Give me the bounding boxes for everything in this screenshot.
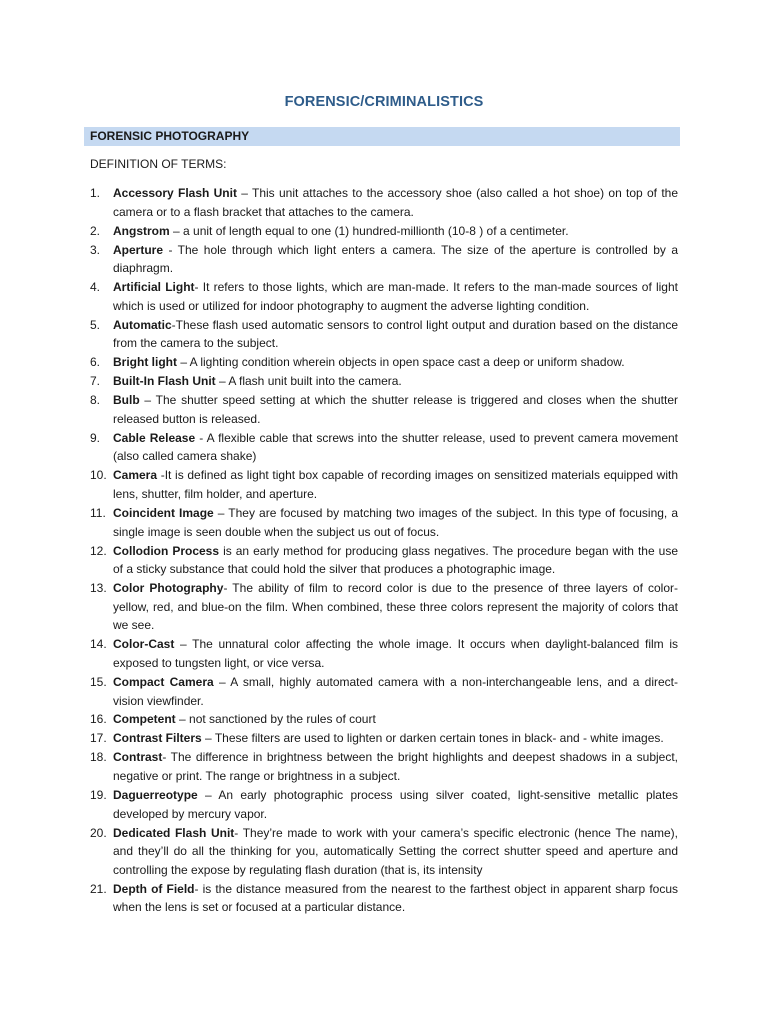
term-name: Aperture (113, 242, 164, 257)
term-item (84, 579, 678, 635)
term-item (84, 372, 678, 391)
term-number: 9. (90, 430, 101, 445)
term-name: Dedicated Flash Unit (113, 825, 235, 840)
term-number: 20. (90, 825, 107, 840)
term-item (84, 316, 678, 353)
section-heading: FORENSIC PHOTOGRAPHY (90, 129, 250, 143)
term-item (84, 880, 678, 917)
term-name: Cable Release (113, 430, 196, 445)
term-number: 6. (90, 355, 101, 370)
term-number: 5. (90, 317, 101, 332)
term-number: 12. (90, 543, 107, 558)
term-definition: – A small, highly automated camera with a non-interchangeable lens, and a direct-vision viewfinder. (113, 674, 679, 708)
term-number: 15. (90, 674, 107, 689)
term-item (84, 729, 678, 748)
term-item (84, 542, 678, 579)
term-name: Built-In Flash Unit (113, 374, 216, 389)
term-name: Accessory Flash Unit (113, 186, 237, 200)
term-number: 3. (90, 242, 101, 257)
term-definition: – a unit of length equal to one (1) hundred-millionth (10-8 ) of a centimeter. (169, 223, 569, 238)
term-definition: - The ability of film to record color is due to the presence of three layers of color-yellow, red, and blue-on the film. When combined, these three colors represent the majority of colors that we see. (113, 581, 679, 633)
term-item (84, 635, 678, 672)
term-number: 8. (90, 393, 101, 408)
term-name: Angstrom (113, 223, 170, 238)
term-definition: - A flexible cable that screws into the shutter release, used to prevent camera movement (also called camera shake) (113, 430, 678, 464)
term-definition: - They’re made to work with your camera’s specific electronic (hence The name), and they’ll do all the thinking for you, automatically Setting the correct shutter speed and aperture and controlling the expose by regulating flash duration (that is, its intensity (113, 825, 678, 877)
term-item (84, 184, 678, 221)
term-item (84, 278, 678, 315)
term-item (84, 710, 678, 729)
term-number: 14. (90, 637, 107, 652)
term-definition: – A flash unit built into the camera. (215, 374, 402, 389)
term-item (84, 222, 678, 241)
term-definition: – An early photographic process using silver coated, light-sensitive metallic plates developed by mercury vapor. (113, 788, 678, 821)
term-number: 17. (90, 731, 107, 746)
term-item (84, 429, 678, 466)
term-definition: – The unnatural color affecting the whole image. It occurs when daylight-balanced film is exposed to tungsten light, or vice versa. (113, 637, 678, 670)
term-name: Artificial Light (113, 280, 195, 295)
term-name: Color Photography (113, 581, 224, 596)
document-title: FORENSIC/CRIMINALISTICS (284, 94, 484, 110)
term-item (84, 748, 678, 785)
term-definition: - The hole through which light enters a camera. The size of the aperture is controlled by a diaphragm. (113, 242, 678, 276)
term-item (84, 353, 678, 372)
term-number: 11. (90, 506, 106, 520)
term-name: Bulb (113, 393, 140, 408)
term-definition: – This unit attaches to the accessory shoe (also called a hot shoe) on top of the camera or to a flash bracket that attaches to the camera. (113, 186, 678, 219)
term-number: 7. (90, 374, 101, 389)
term-definition: -It is defined as light tight box capable of recording images on sensitized materials equipped with lens, shutter, film holder, and aperture. (113, 468, 678, 502)
term-definition: is an early method for producing glass negatives. The procedure began with the use of a sticky substance that could hold the silver that produces a photographic image. (113, 543, 678, 577)
term-definition: -These flash used automatic sensors to control light output and duration based on the distance from the camera to the subject. (113, 317, 678, 351)
term-name: Contrast Filters (113, 731, 202, 746)
term-definition: – These filters are used to lighten or darken certain tones in black- and - white images. (201, 731, 664, 746)
term-number: 16. (90, 712, 107, 727)
term-number: 2. (90, 223, 101, 238)
term-number: 13. (90, 581, 107, 596)
term-item (84, 241, 678, 278)
term-definition: – A lighting condition wherein objects in open space cast a deep or uniform shadow. (176, 355, 625, 370)
term-number: 18. (90, 750, 107, 765)
term-name: Coincident Image (113, 506, 214, 520)
term-name: Collodion Process (113, 543, 220, 558)
term-name: Compact Camera (113, 674, 214, 689)
term-definition: - is the distance measured from the nearest to the farthest object in apparent sharp focus when the lens is set or focused at a particular distance. (113, 881, 678, 915)
term-name: Depth of Field (113, 881, 195, 896)
term-definition: – not sanctioned by the rules of court (175, 712, 376, 727)
term-name: Contrast (113, 750, 163, 765)
term-definition: – They are focused by matching two images of the subject. In this type of focusing, a single image is seen double when the subject us out of focus. (113, 506, 678, 539)
term-number: 21. (90, 881, 107, 896)
term-definition: – The shutter speed setting at which the shutter release is triggered and closes when the shutter released button is released. (113, 393, 678, 426)
terms-list (84, 184, 678, 917)
term-definition: - The difference in brightness between the bright highlights and deepest shadows in a subject, negative or print. The range or brightness in a subject. (113, 750, 678, 784)
term-name: Daguerreotype (113, 788, 198, 803)
term-definition: - It refers to those lights, which are man-made. It refers to the man-made sources of light which is used or utilized for indoor photography to augment the adverse lighting condition. (113, 280, 678, 313)
term-number: 19. (90, 788, 107, 803)
term-item (84, 786, 678, 823)
term-number: 10. (90, 468, 107, 483)
term-name: Competent (113, 712, 176, 727)
definitions-subheading: DEFINITION OF TERMS: (90, 157, 227, 171)
term-item (84, 466, 678, 503)
term-name: Bright light (113, 355, 177, 370)
term-name: Camera (113, 468, 158, 483)
term-number: 4. (90, 280, 101, 295)
term-item (84, 504, 678, 541)
term-name: Color-Cast (113, 637, 175, 652)
term-number: 1. (90, 186, 101, 200)
section-heading-bar (84, 127, 680, 146)
term-name: Automatic (113, 317, 172, 332)
term-item (84, 673, 678, 710)
term-item (84, 824, 678, 880)
term-item (84, 391, 678, 428)
